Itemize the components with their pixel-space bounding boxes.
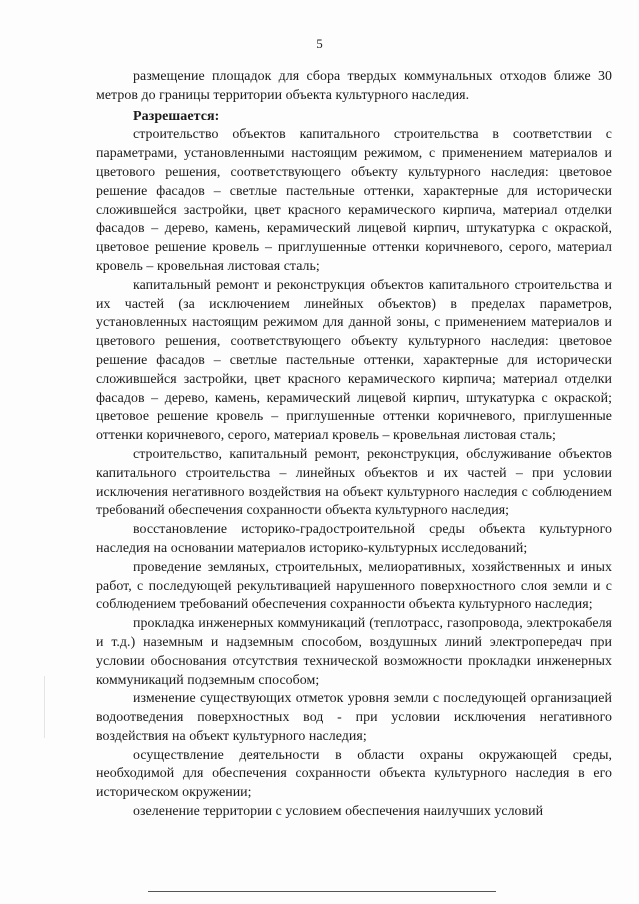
- permitted-item: озеленение территории с условием обеспечения наилучших условий: [133, 804, 544, 820]
- footer-rule: [148, 891, 496, 892]
- permitted-item: строительство объектов капитального строительства в соответствии с параметрами, установленными настоящим режимом, с применением материалов и цветового решения, соответствующего объекту культурного наследия: цветовое решение фасадов – светлые пастельные оттенки, характерные для исторически сложившейся застройки, цвет красного керамического кирпича, материал отделки фасадов – дерево, камень, керамический лицевой кирпич, штукатурка с окраской, цветовое решение кровель – приглушенные оттенки коричневого, серого, материал кровель – кровельная листовая сталь;: [96, 127, 612, 274]
- intro-paragraph: размещение площадок для сбора твердых коммунальных отходов ближе 30 метров до границы территории объекта культурного наследия.: [96, 69, 612, 103]
- permitted-item: прокладка инженерных коммуникаций (теплотрасс, газопровода, электрокабеля и т.д.) наземным и надземным способом, воздушных линий электропередач при условии обоснования отсутствия технической возможности прокладки инженерных коммуникаций подземным способом;: [96, 616, 612, 688]
- permitted-item: осуществление деятельности в области охраны окружающей среды, необходимой для обеспечения сохранности объекта культурного наследия в его историческом окружении;: [96, 747, 612, 801]
- permitted-item: изменение существующих отметок уровня земли с последующей организацией водоотведения поверхностных вод - при условии исключения негативного воздействия на объект культурного наследия;: [96, 691, 612, 744]
- margin-scan-mark: [44, 676, 45, 738]
- permitted-item: строительство, капитальный ремонт, реконструкция, обслуживание объектов капитального строительства – линейных объектов и их частей – при условии исключения негативного воздействия на объект культурного наследия с соблюдением требований обеспечения сохранности объекта культурного наследия;: [96, 446, 612, 519]
- permitted-item: капитальный ремонт и реконструкция объектов капитального строительства и их частей (за исключением линейных объектов) в пределах параметров, установленных настоящим режимом для данной зоны, с применением материалов и цветового решения, соответствующего объекту культурного наследия: цветовое решение фасадов – светлые пастельные оттенки, характерные для исторически сложившейся застройки, цвет красного керамического кирпича; материал отделки фасадов – дерево, камень, керамический лицевой кирпич, штукатурка с окраской; цветовое решение кровель – приглушенные оттенки коричневого, приглушенные оттенки коричневого, серого, материал кровель – кровельная листовая сталь;: [96, 277, 612, 444]
- page-number: 5: [316, 36, 323, 51]
- permitted-item: восстановление историко-градостроительной среды объекта культурного наследия на основании материалов историко-культурных исследований;: [96, 522, 612, 556]
- document-body: [96, 68, 612, 822]
- permitted-item: проведение земляных, строительных, мелиоративных, хозяйственных и иных работ, с последующей рекультивацией нарушенного поверхностного слоя земли и с соблюдением требований обеспечения сохранности объекта культурного наследия;: [96, 559, 612, 613]
- section-heading: Разрешается:: [133, 108, 220, 124]
